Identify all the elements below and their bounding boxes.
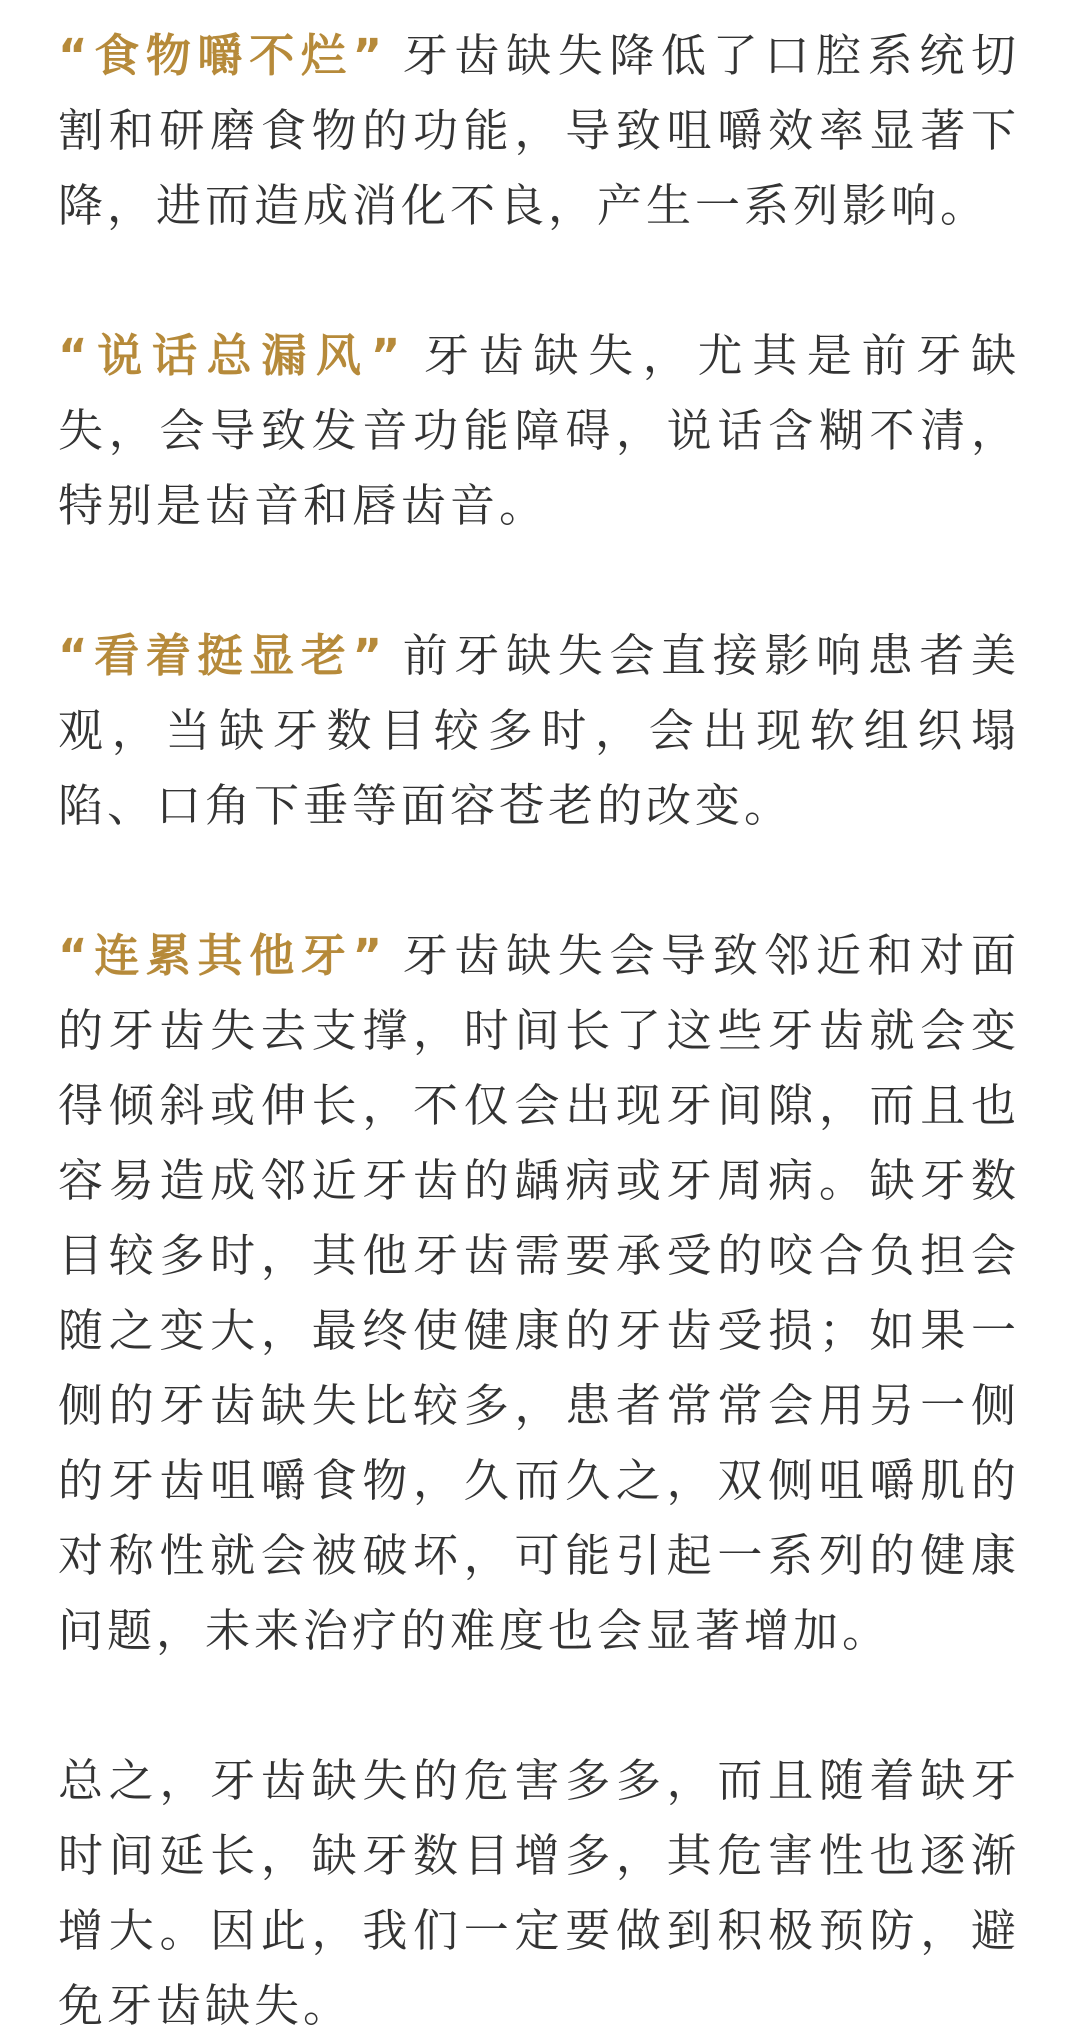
article-body bbox=[58, 18, 1020, 2043]
keyword-appearance: “看着挺显老” bbox=[58, 629, 387, 682]
paragraph-text: 牙齿缺失会导致邻近和对面的牙齿失去支撑，时间长了这些牙齿就会变得倾斜或伸长，不仅会出现牙间隙，而且也容易造成邻近牙齿的龋病或牙周病。缺牙数目较多时，其他牙齿需要承受的咬合负担会随之变大，最终使健康的牙齿受损；如果一侧的牙齿缺失比较多，患者常常会用另一侧的牙齿咀嚼食物，久而久之，双侧咀嚼肌的对称性就会被破坏，可能引起一系列的健康问题，未来治疗的难度也会显著增加。 bbox=[58, 929, 1020, 1657]
paragraph-other-teeth bbox=[58, 918, 1020, 1668]
keyword-chewing: “食物嚼不烂” bbox=[58, 29, 387, 82]
paragraph-appearance bbox=[58, 618, 1020, 843]
keyword-other-teeth: “连累其他牙” bbox=[58, 929, 387, 982]
paragraph-conclusion bbox=[58, 1743, 1020, 2043]
keyword-speech: “说话总漏风” bbox=[58, 329, 405, 382]
paragraph-text: 牙齿缺失降低了口腔系统切割和研磨食物的功能，导致咀嚼效率显著下降，进而造成消化不良，产生一系列影响。 bbox=[58, 29, 1020, 232]
paragraph-text: 牙齿缺失，尤其是前牙缺失，会导致发音功能障碍，说话含糊不清，特别是齿音和唇齿音。 bbox=[58, 329, 1020, 532]
paragraph-text: 前牙缺失会直接影响患者美观，当缺牙数目较多时，会出现软组织塌陷、口角下垂等面容苍老的改变。 bbox=[58, 629, 1020, 832]
paragraph-speech bbox=[58, 318, 1020, 543]
paragraph-chewing bbox=[58, 18, 1020, 243]
paragraph-text: 总之，牙齿缺失的危害多多，而且随着缺牙时间延长，缺牙数目增多，其危害性也逐渐增大。因此，我们一定要做到积极预防，避免牙齿缺失。 bbox=[58, 1754, 1020, 2032]
